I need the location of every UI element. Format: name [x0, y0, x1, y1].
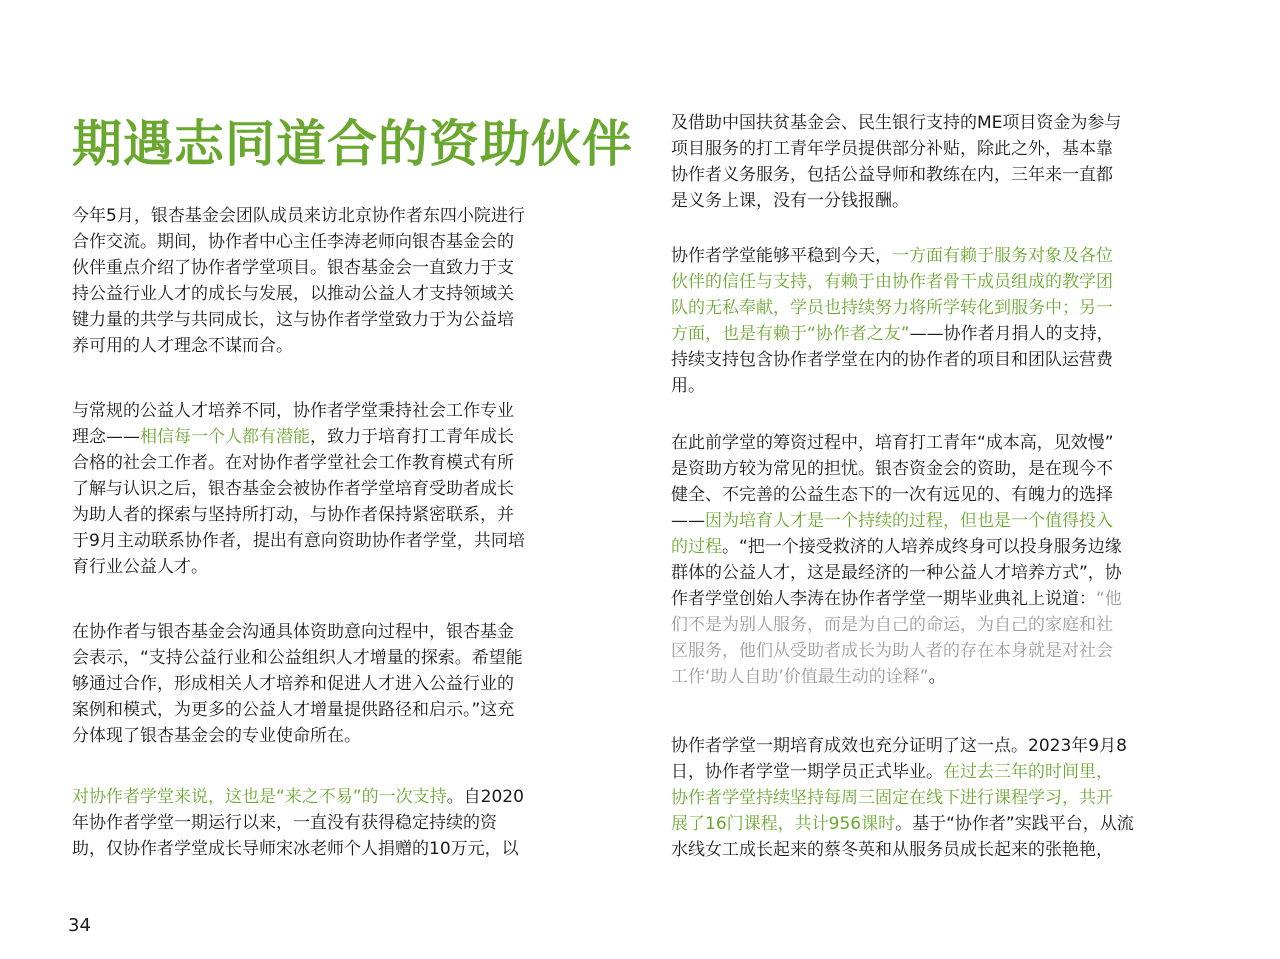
- text-line: 养可用的人才理念不谋而合。: [72, 336, 293, 356]
- quote-line: 们不是为别人服务，而是为自己的命运，为自己的家庭和社: [671, 615, 1113, 635]
- paragraph-6: [671, 243, 1211, 399]
- text-line: 协作者义务服务，包括公益导师和教练在内，三年来一直都: [671, 165, 1113, 185]
- text-line: [671, 534, 1211, 560]
- text-line: 在协作者与银杏基金会沟通具体资助意向过程中，银杏基金: [72, 622, 514, 642]
- quote-line: 区服务，他们从受助者成长为助人者的存在本身就是对社会: [671, 641, 1113, 661]
- highlight-text: 的过程: [671, 537, 722, 557]
- highlight-text: 对协作者学堂来说，这也是“来之不易”的一次支持: [72, 787, 447, 807]
- highlight-line: 协作者学堂持续坚持每周三固定在线下进行课程学习，共开: [671, 788, 1113, 808]
- text-segment: 。自2020: [446, 787, 524, 807]
- paragraph-1: [72, 203, 612, 359]
- text-line: 群体的公益人才，这是最经济的一种公益人才培养方式”，协: [671, 563, 1122, 583]
- text-line: 会表示，“支持公益行业和公益组织人才增量的探索。希望能: [72, 648, 523, 668]
- text-line: 持公益行业人才的成长与发展，以推动公益人才支持领域关: [72, 284, 514, 304]
- text-line: 是义务上课，没有一分钱报酬。: [671, 191, 909, 211]
- text-segment: ——协作者月捐人的支持，: [909, 324, 1114, 344]
- highlight-text: 因为培育人才是一个持续的过程，但也是一个值得投入: [705, 511, 1113, 531]
- highlight-text: 方面，也是有赖于“协作者之友”: [671, 324, 910, 344]
- text-line: 够通过合作，形成相关人才培养和促进人才进入公益行业的: [72, 674, 514, 694]
- highlight-text: 一方面有赖于服务对象及各位: [892, 246, 1113, 266]
- paragraph-5: [671, 110, 1211, 214]
- text-line: [671, 811, 1211, 837]
- text-line: 用。: [671, 376, 705, 396]
- text-line: 助，仅协作者学堂成长导师宋冰老师个人捐赠的10万元，以: [72, 839, 519, 859]
- text-line: [671, 759, 1211, 785]
- text-line: 及借助中国扶贫基金会、民生银行支持的ME项目资金为参与: [671, 113, 1122, 133]
- quote-text: 工作‘助人自助’价值最生动的诠释”: [671, 667, 929, 687]
- text-line: [72, 784, 612, 810]
- text-line: 健全、不完善的公益生态下的一次有远见的、有魄力的选择: [671, 485, 1113, 505]
- text-line: [671, 508, 1211, 534]
- text-segment: 作者学堂创始人李涛在协作者学堂一期毕业典礼上说道：: [671, 589, 1096, 609]
- text-segment: ，致力于培育打工青年成长: [310, 427, 514, 447]
- text-line: 水线女工成长起来的蔡冬英和从服务员成长起来的张艳艳，: [671, 840, 1113, 860]
- paragraph-2: [72, 398, 612, 580]
- text-line: 于9月主动联系协作者，提出有意向资助协作者学堂，共同培: [72, 531, 525, 551]
- text-line: 合作交流。期间，协作者中心主任李涛老师向银杏基金会的: [72, 232, 514, 252]
- highlight-text: 在过去三年的时间里，: [943, 762, 1113, 782]
- text-line: [671, 243, 1211, 269]
- text-line: 键力量的共学与共同成长，这与协作者学堂致力于为公益培: [72, 310, 514, 330]
- text-line: [671, 664, 1211, 690]
- text-line: [72, 424, 612, 450]
- highlight-line: 队的无私奉献，学员也持续努力将所学转化到服务中；另一: [671, 298, 1113, 318]
- text-segment: 。: [928, 667, 946, 687]
- text-line: 在此前学堂的筹资过程中，培育打工青年“成本高，见效慢”: [671, 433, 1114, 453]
- text-segment: 。基于“协作者”实践平台，从流: [895, 814, 1134, 834]
- text-segment: 协作者学堂能够平稳到今天，: [671, 246, 892, 266]
- text-segment: 理念——: [72, 427, 140, 447]
- text-line: 协作者学堂一期培育成效也充分证明了这一点。2023年9月8: [671, 736, 1127, 756]
- text-line: 合格的社会工作者。在对协作者学堂社会工作教育模式有所: [72, 453, 514, 473]
- text-line: [671, 586, 1211, 612]
- text-line: 与常规的公益人才培养不同，协作者学堂秉持社会工作专业: [72, 401, 514, 421]
- text-line: 育行业公益人才。: [72, 557, 208, 577]
- quote-text: “他: [1096, 589, 1122, 609]
- text-segment: 。“把一个接受救济的人培养成终身可以投身服务边缘: [722, 537, 1122, 557]
- text-line: 年协作者学堂一期运行以来，一直没有获得稳定持续的资: [72, 813, 497, 833]
- text-segment: 日，协作者学堂一期学员正式毕业。: [671, 762, 943, 782]
- highlight-line: 伙伴的信任与支持，有赖于由协作者骨干成员组成的教学团: [671, 272, 1113, 292]
- text-line: 持续支持包含协作者学堂在内的协作者的项目和团队运营费: [671, 350, 1113, 370]
- highlight-text: 展了16门课程，共计956课时: [671, 814, 896, 834]
- text-line: 项目服务的打工青年学员提供部分补贴，除此之外，基本靠: [671, 139, 1113, 159]
- highlight-text: 相信每一个人都有潜能: [140, 427, 310, 447]
- text-line: 分体现了银杏基金会的专业使命所在。: [72, 726, 361, 746]
- paragraph-7: [671, 430, 1211, 690]
- text-line: 为助人者的探索与坚持所打动，与协作者保持紧密联系，并: [72, 505, 514, 525]
- text-line: [671, 321, 1211, 347]
- text-line: 今年5月，银杏基金会团队成员来访北京协作者东四小院进行: [72, 206, 525, 226]
- text-line: 是资助方较为常见的担忧。银杏资金会的资助，是在现今不: [671, 459, 1113, 479]
- paragraph-4: [72, 784, 612, 862]
- paragraph-3: [72, 619, 612, 749]
- text-line: 了解与认识之后，银杏基金会被协作者学堂培育受助者成长: [72, 479, 514, 499]
- page-number: 34: [68, 915, 91, 936]
- text-segment: ——: [671, 511, 705, 531]
- paragraph-8: [671, 733, 1211, 863]
- text-line: 伙伴重点介绍了协作者学堂项目。银杏基金会一直致力于支: [72, 258, 514, 278]
- page-title: 期遇志同道合的资助伙伴: [72, 115, 633, 173]
- text-line: 案例和模式，为更多的公益人才增量提供路径和启示。”这充: [72, 700, 515, 720]
